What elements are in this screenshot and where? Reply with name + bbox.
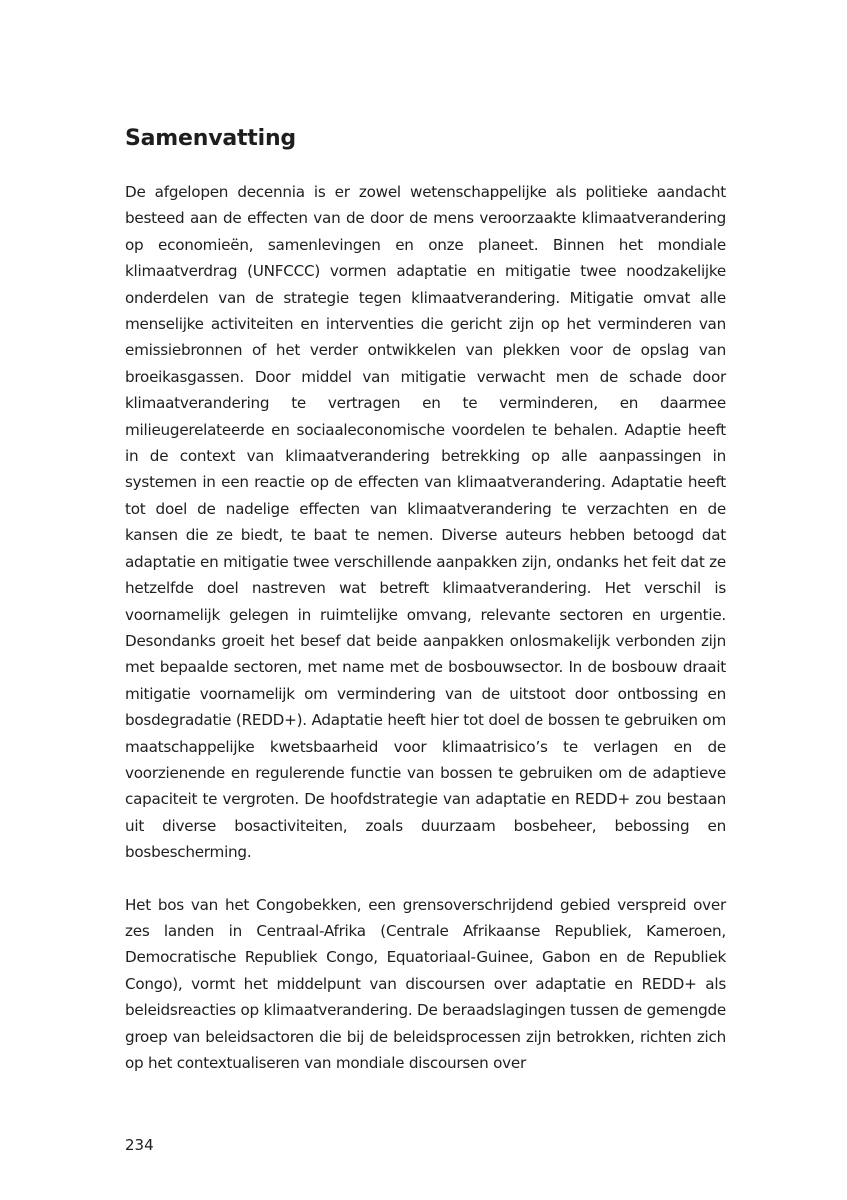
paragraph-1: De afgelopen decennia is er zowel wetenschappelijke als politieke aandacht besteed aan de effecten van de door de mens veroorzaakte klimaatverandering op economieën, samenlevingen en onze planeet. Binnen het mondiale klimaatverdrag (UNFCCC) vormen adaptatie en mitigatie twee noodzakelijke onderdelen van de strategie tegen klimaatverandering. Mitigatie omvat alle menselijke activiteiten en interventies die gericht zijn op het verminderen van emissiebronnen of het verder ontwikkelen van plekken voor de opslag van broeikasgassen. Door middel van mitigatie verwacht men de schade door klimaatverandering te vertragen en te verminderen, en daarmee milieugerelateerde en sociaaleconomische voordelen te behalen. Adaptie heeft in de context van klimaatverandering betrekking op alle aanpassingen in systemen in een reactie op de effecten van klimaatverandering. Adaptatie heeft tot doel de nadelige effecten van klimaatverandering te verzachten en de kansen die ze biedt, te baat te nemen. Diverse auteurs hebben betoogd dat adaptatie en mitigatie twee verschillende aanpakken zijn, ondanks het feit dat ze hetzelfde doel nastreven wat betreft klimaatverandering. Het verschil is voornamelijk gelegen in ruimtelijke omvang, relevante sectoren en urgentie. Desondanks groeit het besef dat beide aanpakken onlosmakelijk verbonden zijn met bepaalde sectoren, met name met de bosbouwsector. In de bosbouw draait mitigatie voornamelijk om vermindering van de uitstoot door ontbossing en bosdegradatie (REDD+). Adaptatie heeft hier tot doel de bossen te gebruiken om maatschappelijke kwetsbaarheid voor klimaatrisico’s te verlagen en de voorzienende en regulerende functie van bossen te gebruiken om de adaptieve capaciteit te vergroten. De hoofdstrategie van adaptatie en REDD+ zou bestaan uit diverse bosactiviteiten, zoals duurzaam bosbeheer, bebossing en bosbescherming. [125,183,726,862]
paragraph-2: Het bos van het Congobekken, een grensoverschrijdend gebied verspreid over zes landen in Centraal-Afrika (Centrale Afrikaanse Republiek, Kameroen, Democratische Republiek Congo, Equatoriaal-Guinee, Gabon en de Republiek Congo), vormt het middelpunt van discoursen over adaptatie en REDD+ als beleidsreacties op klimaatverandering. De beraadslagingen tussen de gemengde groep van beleidsactoren die bij de beleidsprocessen zijn betrokken, richten zich op het contextualiseren van mondiale discoursen over [125,895,726,1072]
page-title: Samenvatting [125,126,296,151]
body-text [125,179,726,1076]
page-number: 234 [125,1136,154,1154]
